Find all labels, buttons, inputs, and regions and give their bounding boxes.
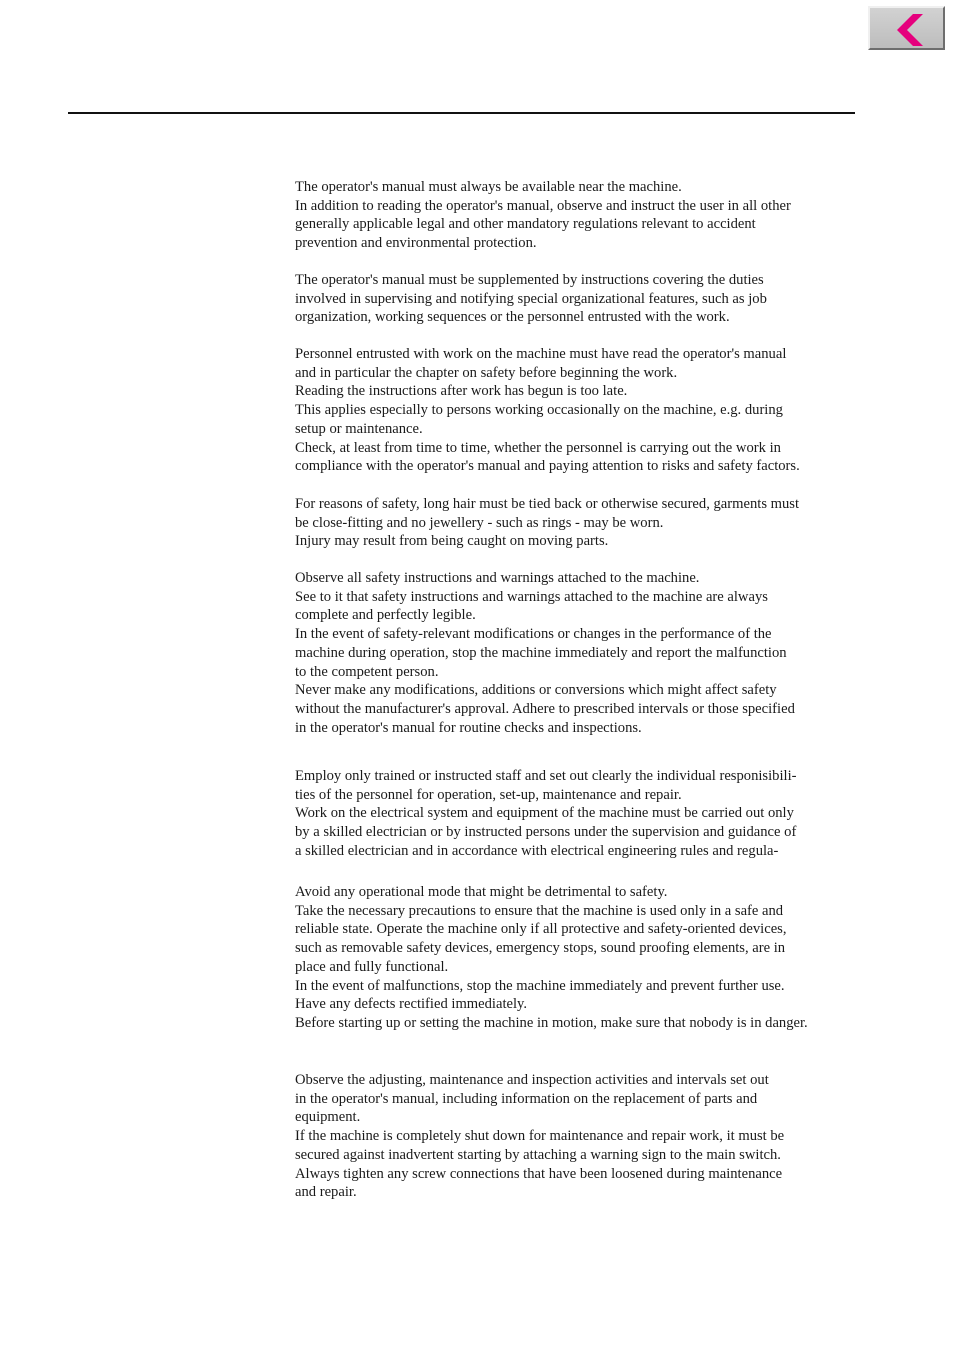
text-line: For reasons of safety, long hair must be tied back or otherwise secured, garments must bbox=[295, 496, 800, 512]
text-line: The operator's manual must be supplemented by instructions covering the duties bbox=[295, 272, 764, 288]
text-line: and in particular the chapter on safety before beginning the work. bbox=[295, 364, 678, 381]
text-line: This applies especially to persons working occasionally on the machine, e.g. during bbox=[295, 402, 783, 419]
paragraph-personal-safety bbox=[295, 495, 799, 551]
text-line: Work on the electrical system and equipment of the machine must be carried out only bbox=[295, 805, 794, 822]
text-line: compliance with the operator's manual and paying attention to risks and safety factors. bbox=[295, 458, 800, 475]
text-line: The operator's manual must always be available near the machine. bbox=[295, 179, 682, 195]
text-line: generally applicable legal and other mandatory regulations relevant to accident bbox=[295, 216, 756, 233]
text-line: secured against inadvertent starting by attaching a warning sign to the main switch. bbox=[295, 1146, 781, 1163]
text-line: be close-fitting and no jewellery - such as rings - may be worn. bbox=[295, 514, 664, 531]
paragraph-personnel-reading bbox=[295, 345, 800, 476]
text-line: In the event of malfunctions, stop the machine immediately and prevent further use. bbox=[295, 977, 785, 994]
text-line: See to it that safety instructions and warnings attached to the machine are always bbox=[295, 588, 768, 605]
text-line: Take the necessary precautions to ensure that the machine is used only in a safe and bbox=[295, 902, 784, 919]
text-line: without the manufacturer's approval. Adhere to prescribed intervals or those specified bbox=[295, 700, 795, 717]
paragraph-safety-instructions bbox=[295, 569, 795, 737]
text-line: Reading the instructions after work has begun is too late. bbox=[295, 383, 628, 400]
text-line: Always tighten any screw connections that have been loosened during maintenance bbox=[295, 1165, 783, 1182]
text-line: and repair. bbox=[295, 1184, 357, 1201]
text-line: involved in supervising and notifying special organizational features, such as job bbox=[295, 290, 767, 307]
text-line: Check, at least from time to time, whether the personnel is carrying out the work in bbox=[295, 439, 781, 456]
text-line: Employ only trained or instructed staff and set out clearly the individual responisibili- bbox=[295, 768, 797, 784]
text-line: a skilled electrician and in accordance with electrical engineering rules and regula- bbox=[295, 842, 779, 859]
text-line: in the operator's manual, including information on the replacement of parts and bbox=[295, 1090, 758, 1107]
text-line: to the competent person. bbox=[295, 663, 439, 680]
text-line: Observe all safety instructions and warnings attached to the machine. bbox=[295, 570, 700, 586]
text-line: Before starting up or setting the machine in motion, make sure that nobody is in danger. bbox=[295, 1014, 808, 1031]
text-line: prevention and environmental protection. bbox=[295, 235, 537, 252]
text-line: by a skilled electrician or by instructed persons under the supervision and guidance of bbox=[295, 824, 797, 841]
text-line: equipment. bbox=[295, 1109, 361, 1126]
paragraph-staff-responsibilities bbox=[295, 767, 796, 861]
text-line: reliable state. Operate the machine only if all protective and safety-oriented devices, bbox=[295, 921, 787, 938]
text-line: Have any defects rectified immediately. bbox=[295, 996, 528, 1013]
text-line: If the machine is completely shut down for maintenance and repair work, it must be bbox=[295, 1128, 785, 1145]
text-line: setup or maintenance. bbox=[295, 420, 423, 437]
text-line: organization, working sequences or the personnel entrusted with the work. bbox=[295, 309, 730, 326]
text-line: place and fully functional. bbox=[295, 958, 449, 975]
text-line: Observe the adjusting, maintenance and inspection activities and intervals set out bbox=[295, 1072, 769, 1088]
header-divider bbox=[68, 112, 855, 114]
back-button[interactable] bbox=[868, 6, 945, 50]
paragraph-manual-availability bbox=[295, 178, 791, 253]
text-line: complete and perfectly legible. bbox=[295, 607, 476, 624]
text-line: Injury may result from being caught on moving parts. bbox=[295, 533, 609, 550]
text-line: In addition to reading the operator's manual, observe and instruct the user in all other bbox=[295, 197, 791, 214]
text-line: In the event of safety-relevant modifications or changes in the performance of the bbox=[295, 626, 772, 643]
paragraph-maintenance bbox=[295, 1071, 784, 1202]
text-line: in the operator's manual for routine checks and inspections. bbox=[295, 719, 642, 736]
text-line: Never make any modifications, additions or conversions which might affect safety bbox=[295, 682, 777, 699]
chevron-left-icon bbox=[892, 14, 924, 46]
paragraph-safe-operation bbox=[295, 883, 808, 1033]
paragraph-supplementary-instructions bbox=[295, 271, 767, 327]
text-line: such as removable safety devices, emergency stops, sound proofing elements, are in bbox=[295, 940, 786, 957]
text-line: machine during operation, stop the machine immediately and report the malfunction bbox=[295, 644, 787, 661]
text-line: ties of the personnel for operation, set-up, maintenance and repair. bbox=[295, 786, 682, 803]
text-line: Avoid any operational mode that might be detrimental to safety. bbox=[295, 884, 668, 900]
text-line: Personnel entrusted with work on the machine must have read the operator's manual bbox=[295, 346, 787, 362]
